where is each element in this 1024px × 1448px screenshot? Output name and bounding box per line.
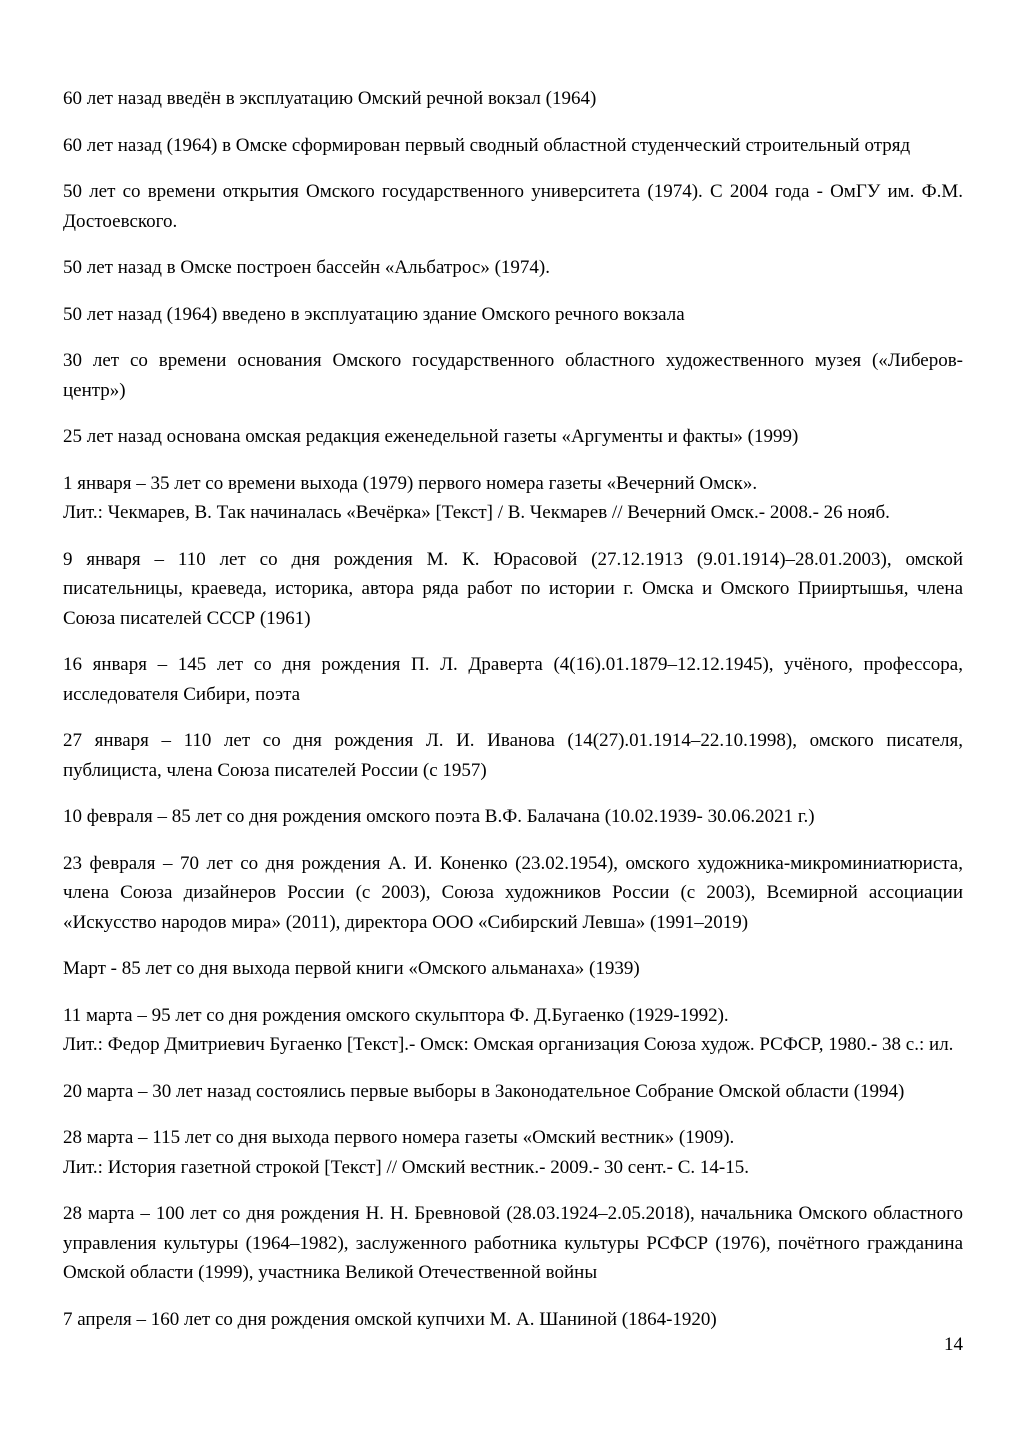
calendar-entry bbox=[63, 131, 963, 161]
calendar-entry bbox=[63, 726, 963, 785]
calendar-entry bbox=[63, 1123, 963, 1182]
entry-line: 50 лет со времени открытия Омского государственного университета (1974). С 2004 года - ОмГУ им. Ф.М. Достоевского. bbox=[63, 181, 963, 232]
entry-line: 23 февраля – 70 лет со дня рождения А. И. Коненко (23.02.1954), омского художника-микроминиатюриста, члена Союза дизайнеров России (с 2003), Союза художников России (с 2003), Всемирной ассоциации «Искусство народов мира» (2011), директора ООО «Сибирский Левша» (1991–2019) bbox=[63, 852, 963, 933]
entry-line: 30 лет со времени основания Омского государственного областного художественного музея («Либеров-центр») bbox=[63, 350, 963, 401]
calendar-entry bbox=[63, 346, 963, 405]
calendar-entry bbox=[63, 300, 963, 330]
entry-line: 20 марта – 30 лет назад состоялись первые выборы в Законодательное Собрание Омской области (1994) bbox=[63, 1080, 905, 1102]
calendar-entry bbox=[63, 177, 963, 236]
entry-line: 10 февраля – 85 лет со дня рождения омского поэта В.Ф. Балачана (10.02.1939- 30.06.2021 г.) bbox=[63, 806, 815, 827]
calendar-entry bbox=[63, 253, 963, 283]
entry-line: Март - 85 лет со дня выхода первой книги «Омского альманаха» (1939) bbox=[63, 958, 640, 979]
calendar-entry bbox=[63, 469, 963, 528]
page-number: 14 bbox=[944, 1334, 963, 1355]
entry-line: 60 лет назад (1964) в Омске сформирован первый сводный областной студенческий строительный отряд bbox=[63, 134, 911, 156]
entry-citation-line: Лит.: Федор Дмитриевич Бугаенко [Текст].- Омск: Омская организация Союза худож. РСФСР, 1980.- 38 с.: ил. bbox=[63, 1034, 954, 1055]
entry-line: 1 января – 35 лет со времени выхода (1979) первого номера газеты «Вечерний Омск». bbox=[63, 472, 758, 494]
calendar-entry bbox=[63, 1001, 963, 1060]
entry-citation-line: Лит.: Чекмарев, В. Так начиналась «Вечёрка» [Текст] / В. Чекмарев // Вечерний Омск.- 2008.- 26 нояб. bbox=[63, 502, 890, 523]
calendar-entry bbox=[63, 84, 963, 114]
entry-line: 25 лет назад основана омская редакция еженедельной газеты «Аргументы и факты» (1999) bbox=[63, 426, 799, 447]
entry-line: 60 лет назад введён в эксплуатацию Омский речной вокзал (1964) bbox=[63, 88, 597, 109]
entry-line: 11 марта – 95 лет со дня рождения омского скульптора Ф. Д.Бугаенко (1929-1992). bbox=[63, 1004, 729, 1026]
entry-line: 7 апреля – 160 лет со дня рождения омской купчихи М. А. Шаниной (1864-1920) bbox=[63, 1308, 717, 1330]
entry-line: 9 января – 110 лет со дня рождения М. К. Юрасовой (27.12.1913 (9.01.1914)–28.01.2003), омской писательницы, краеведа, историка, автора ряда работ по истории г. Омска и Омского Прииртышья, члена Союза писателей СССР (1961) bbox=[63, 548, 963, 629]
entry-line: 50 лет назад (1964) введено в эксплуатацию здание Омского речного вокзала bbox=[63, 303, 685, 325]
calendar-entry bbox=[63, 650, 963, 709]
calendar-entry bbox=[63, 1077, 963, 1107]
entry-line: 28 марта – 100 лет со дня рождения Н. Н. Бревновой (28.03.1924–2.05.2018), начальника Омского областного управления культуры (1964–1982), заслуженного работника культуры РСФСР (1976), почётного гражданина Омской области (1999), участника Великой Отечественной войны bbox=[63, 1203, 963, 1283]
entry-line: 27 января – 110 лет со дня рождения Л. И. Иванова (14(27).01.1914–22.10.1998), омского писателя, публициста, члена Союза писателей России (с 1957) bbox=[63, 730, 963, 781]
entry-line: 16 января – 145 лет со дня рождения П. Л. Драверта (4(16).01.1879–12.12.1945), учёного, профессора, исследователя Сибири, поэта bbox=[63, 654, 963, 705]
calendar-entry bbox=[63, 954, 963, 984]
entry-line: 50 лет назад в Омске построен бассейн «Альбатрос» (1974). bbox=[63, 257, 550, 278]
calendar-entry bbox=[63, 545, 963, 634]
document-body bbox=[63, 84, 963, 1351]
calendar-entry bbox=[63, 422, 963, 452]
calendar-entry bbox=[63, 802, 963, 832]
calendar-entry bbox=[63, 849, 963, 938]
calendar-entry bbox=[63, 1305, 963, 1335]
entry-line: 28 марта – 115 лет со дня выхода первого номера газеты «Омский вестник» (1909). bbox=[63, 1127, 735, 1148]
entry-citation-line: Лит.: История газетной строкой [Текст] // Омский вестник.- 2009.- 30 сент.- С. 14-15. bbox=[63, 1156, 749, 1178]
calendar-entry bbox=[63, 1199, 963, 1288]
